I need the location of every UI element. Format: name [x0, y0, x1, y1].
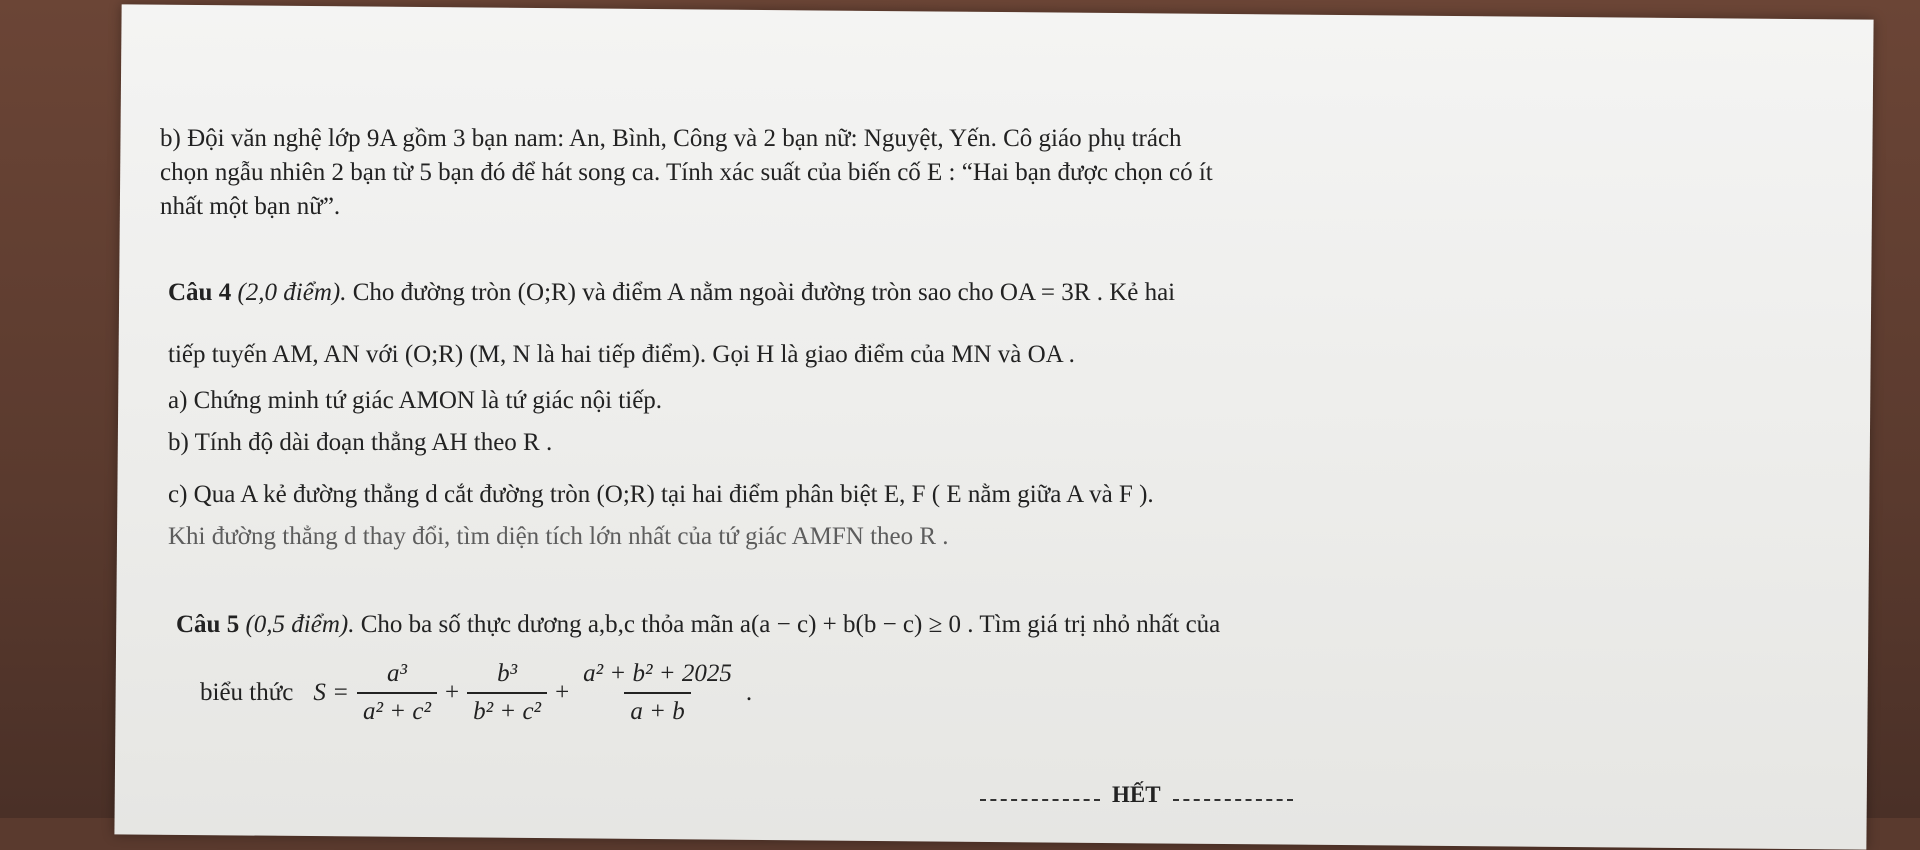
fraction-1-denominator: a² + c²: [357, 692, 437, 726]
end-label: HẾT: [1112, 782, 1161, 807]
part-b-line-2: chọn ngẫu nhiên 2 bạn từ 5 bạn đó để hát song ca. Tính xác suất của biến cố E : “Hai bạn được chọn có ít: [160, 159, 1213, 186]
exam-text: [160, 0, 1860, 818]
question-4-line-1: Cho đường tròn (O;R) và điểm A nằm ngoài đường tròn sao cho OA = 3R . Kẻ hai: [352, 279, 1176, 306]
question-4-part-c-line-1: c) Qua A kẻ đường thẳng d cắt đường tròn (O;R) tại hai điểm phân biệt E, F ( E nằm giữa A và F ).: [168, 481, 1154, 508]
end-marker: [980, 782, 1293, 808]
question-4-line-2: tiếp tuyến AM, AN với (O;R) (M, N là hai tiếp điểm). Gọi H là giao điểm của MN và OA .: [168, 341, 1075, 368]
left-dashed-rule: [980, 799, 1100, 801]
fraction-2-denominator: b² + c²: [467, 692, 547, 726]
fraction-2: [467, 660, 547, 726]
plus-sign-2: +: [555, 679, 570, 706]
question-4-part-b: b) Tính độ dài đoạn thẳng AH theo R .: [168, 429, 553, 456]
s-equals: S =: [313, 679, 350, 706]
fraction-3-denominator: a + b: [624, 692, 690, 726]
fraction-1: [357, 660, 437, 726]
question-5-title: Câu 5: [176, 611, 240, 638]
plus-sign-1: +: [444, 679, 460, 706]
question-5-header: [176, 610, 1220, 640]
right-dashed-rule: [1173, 799, 1293, 801]
formula-end-period: .: [745, 679, 753, 706]
question-5-points: (0,5 điểm).: [245, 611, 355, 638]
fraction-2-numerator: b³: [497, 660, 518, 687]
question-4-points: (2,0 điểm).: [237, 279, 347, 306]
question-5-line-1: Cho ba số thực dương a,b,c thỏa mãn a(a − c) + b(b − c) ≥ 0 . Tìm giá trị nhỏ nhất của: [360, 611, 1221, 638]
question-4-header: [168, 278, 1175, 308]
part-b-line-3: nhất một bạn nữ”.: [160, 193, 341, 220]
part-b-line-1: b) Đội văn nghệ lớp 9A gồm 3 bạn nam: An, Bình, Công và 2 bạn nữ: Nguyệt, Yến. Cô giáo phụ trách: [160, 125, 1182, 152]
question-4-part-a: a) Chứng minh tứ giác AMON là tứ giác nội tiếp.: [168, 387, 663, 414]
question-4-part-c-line-2: Khi đường thẳng d thay đổi, tìm diện tích lớn nhất của tứ giác AMFN theo R .: [168, 523, 949, 550]
fraction-3: [577, 660, 738, 726]
fraction-1-numerator: a³: [387, 660, 407, 687]
fraction-3-numerator: a² + b² + 2025: [583, 660, 732, 687]
expression-label: biểu thức: [200, 679, 294, 706]
question-4-title: Câu 4: [168, 279, 232, 306]
expression-s: [200, 660, 752, 726]
